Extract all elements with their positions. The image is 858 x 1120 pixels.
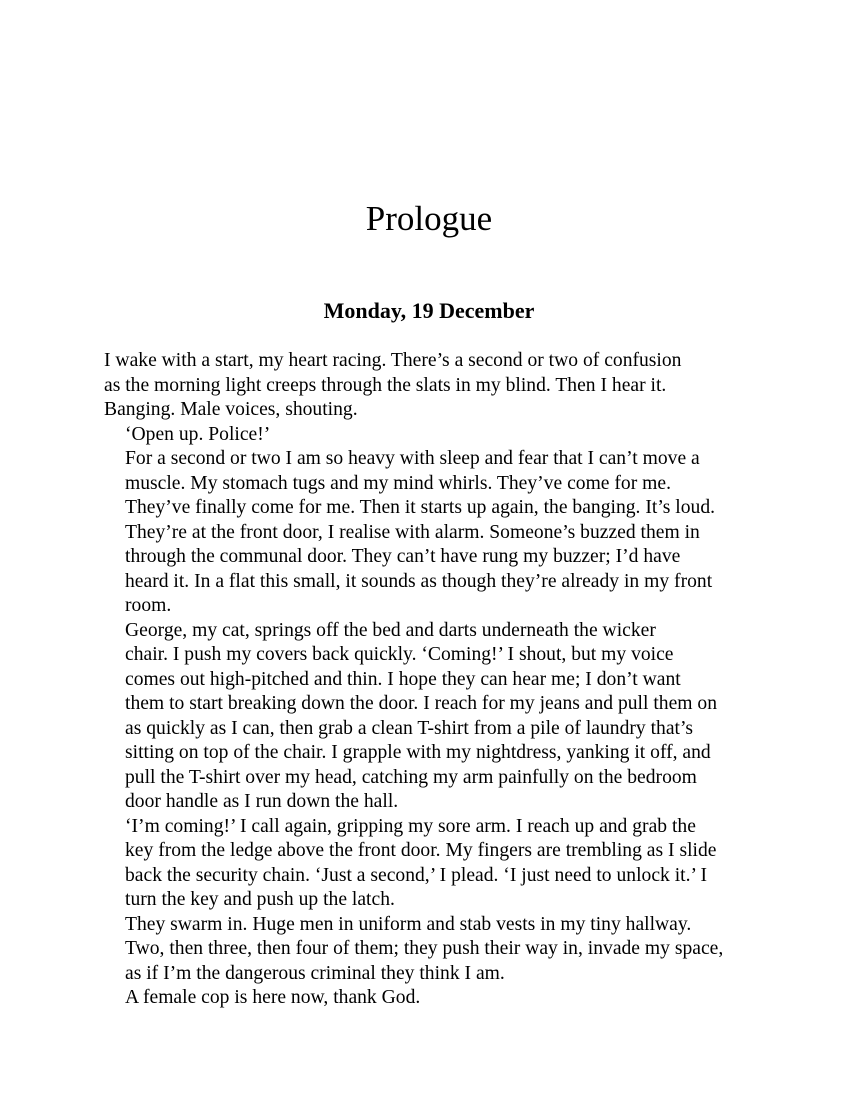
paragraph [104,913,756,987]
paragraph [104,349,756,423]
text-line: heard it. In a flat this small, it sounds as though they’re already in my front [125,570,713,592]
text-line: as the morning light creeps through the slats in my blind. Then I hear it. [104,374,667,396]
text-line: They’ve finally come for me. Then it starts up again, the banging. It’s loud. [125,497,716,518]
paragraph [104,447,756,619]
paragraph [104,423,756,448]
text-line: Banging. Male voices, shouting. [104,399,358,420]
text-line: ‘I’m coming!’ I call again, gripping my sore arm. I reach up and grab the [125,815,696,837]
text-line: A female cop is here now, thank God. [125,987,421,1008]
text-line: turn the key and push up the latch. [125,889,395,910]
text-line: I wake with a start, my heart racing. There’s a second or two of confusion [104,350,682,371]
chapter-title: Prologue [365,199,493,238]
text-line: muscle. My stomach tugs and my mind whirls. They’ve come for me. [125,472,671,494]
body-text [104,349,756,1011]
text-line: They’re at the front door, I realise with alarm. Someone’s buzzed them in [125,521,700,543]
text-line: George, my cat, springs off the bed and darts underneath the wicker [125,619,656,641]
text-line: chair. I push my covers back quickly. ‘Coming!’ I shout, but my voice [125,644,674,665]
text-line: comes out high-pitched and thin. I hope they can hear me; I don’t want [125,668,681,690]
paragraph [104,619,756,815]
text-line: them to start breaking down the door. I reach for my jeans and pull them on [125,693,718,714]
paragraph [104,986,756,1011]
text-line: key from the ledge above the front door. My fingers are trembling as I slide [125,840,717,861]
text-line: sitting on top of the chair. I grapple with my nightdress, yanking it off, and [125,742,711,763]
text-line: as if I’m the dangerous criminal they think I am. [125,962,505,984]
text-line: For a second or two I am so heavy with sleep and fear that I can’t move a [125,448,700,469]
text-line: They swarm in. Huge men in uniform and stab vests in my tiny hallway. [125,913,692,935]
text-line: ‘Open up. Police!’ [125,423,271,445]
text-line: as quickly as I can, then grab a clean T-shirt from a pile of laundry that’s [125,717,694,739]
chapter-date: Monday, 19 December [323,298,535,323]
text-line: room. [125,595,172,616]
paragraph [104,815,756,913]
text-line: door handle as I run down the hall. [125,791,399,812]
text-line: Two, then three, then four of them; they push their way in, invade my space, [125,938,724,959]
text-line: through the communal door. They can’t have rung my buzzer; I’d have [125,546,681,567]
text-line: pull the T-shirt over my head, catching my arm painfully on the bedroom [125,766,697,788]
text-line: back the security chain. ‘Just a second,’ I plead. ‘I just need to unlock it.’ I [125,864,707,886]
